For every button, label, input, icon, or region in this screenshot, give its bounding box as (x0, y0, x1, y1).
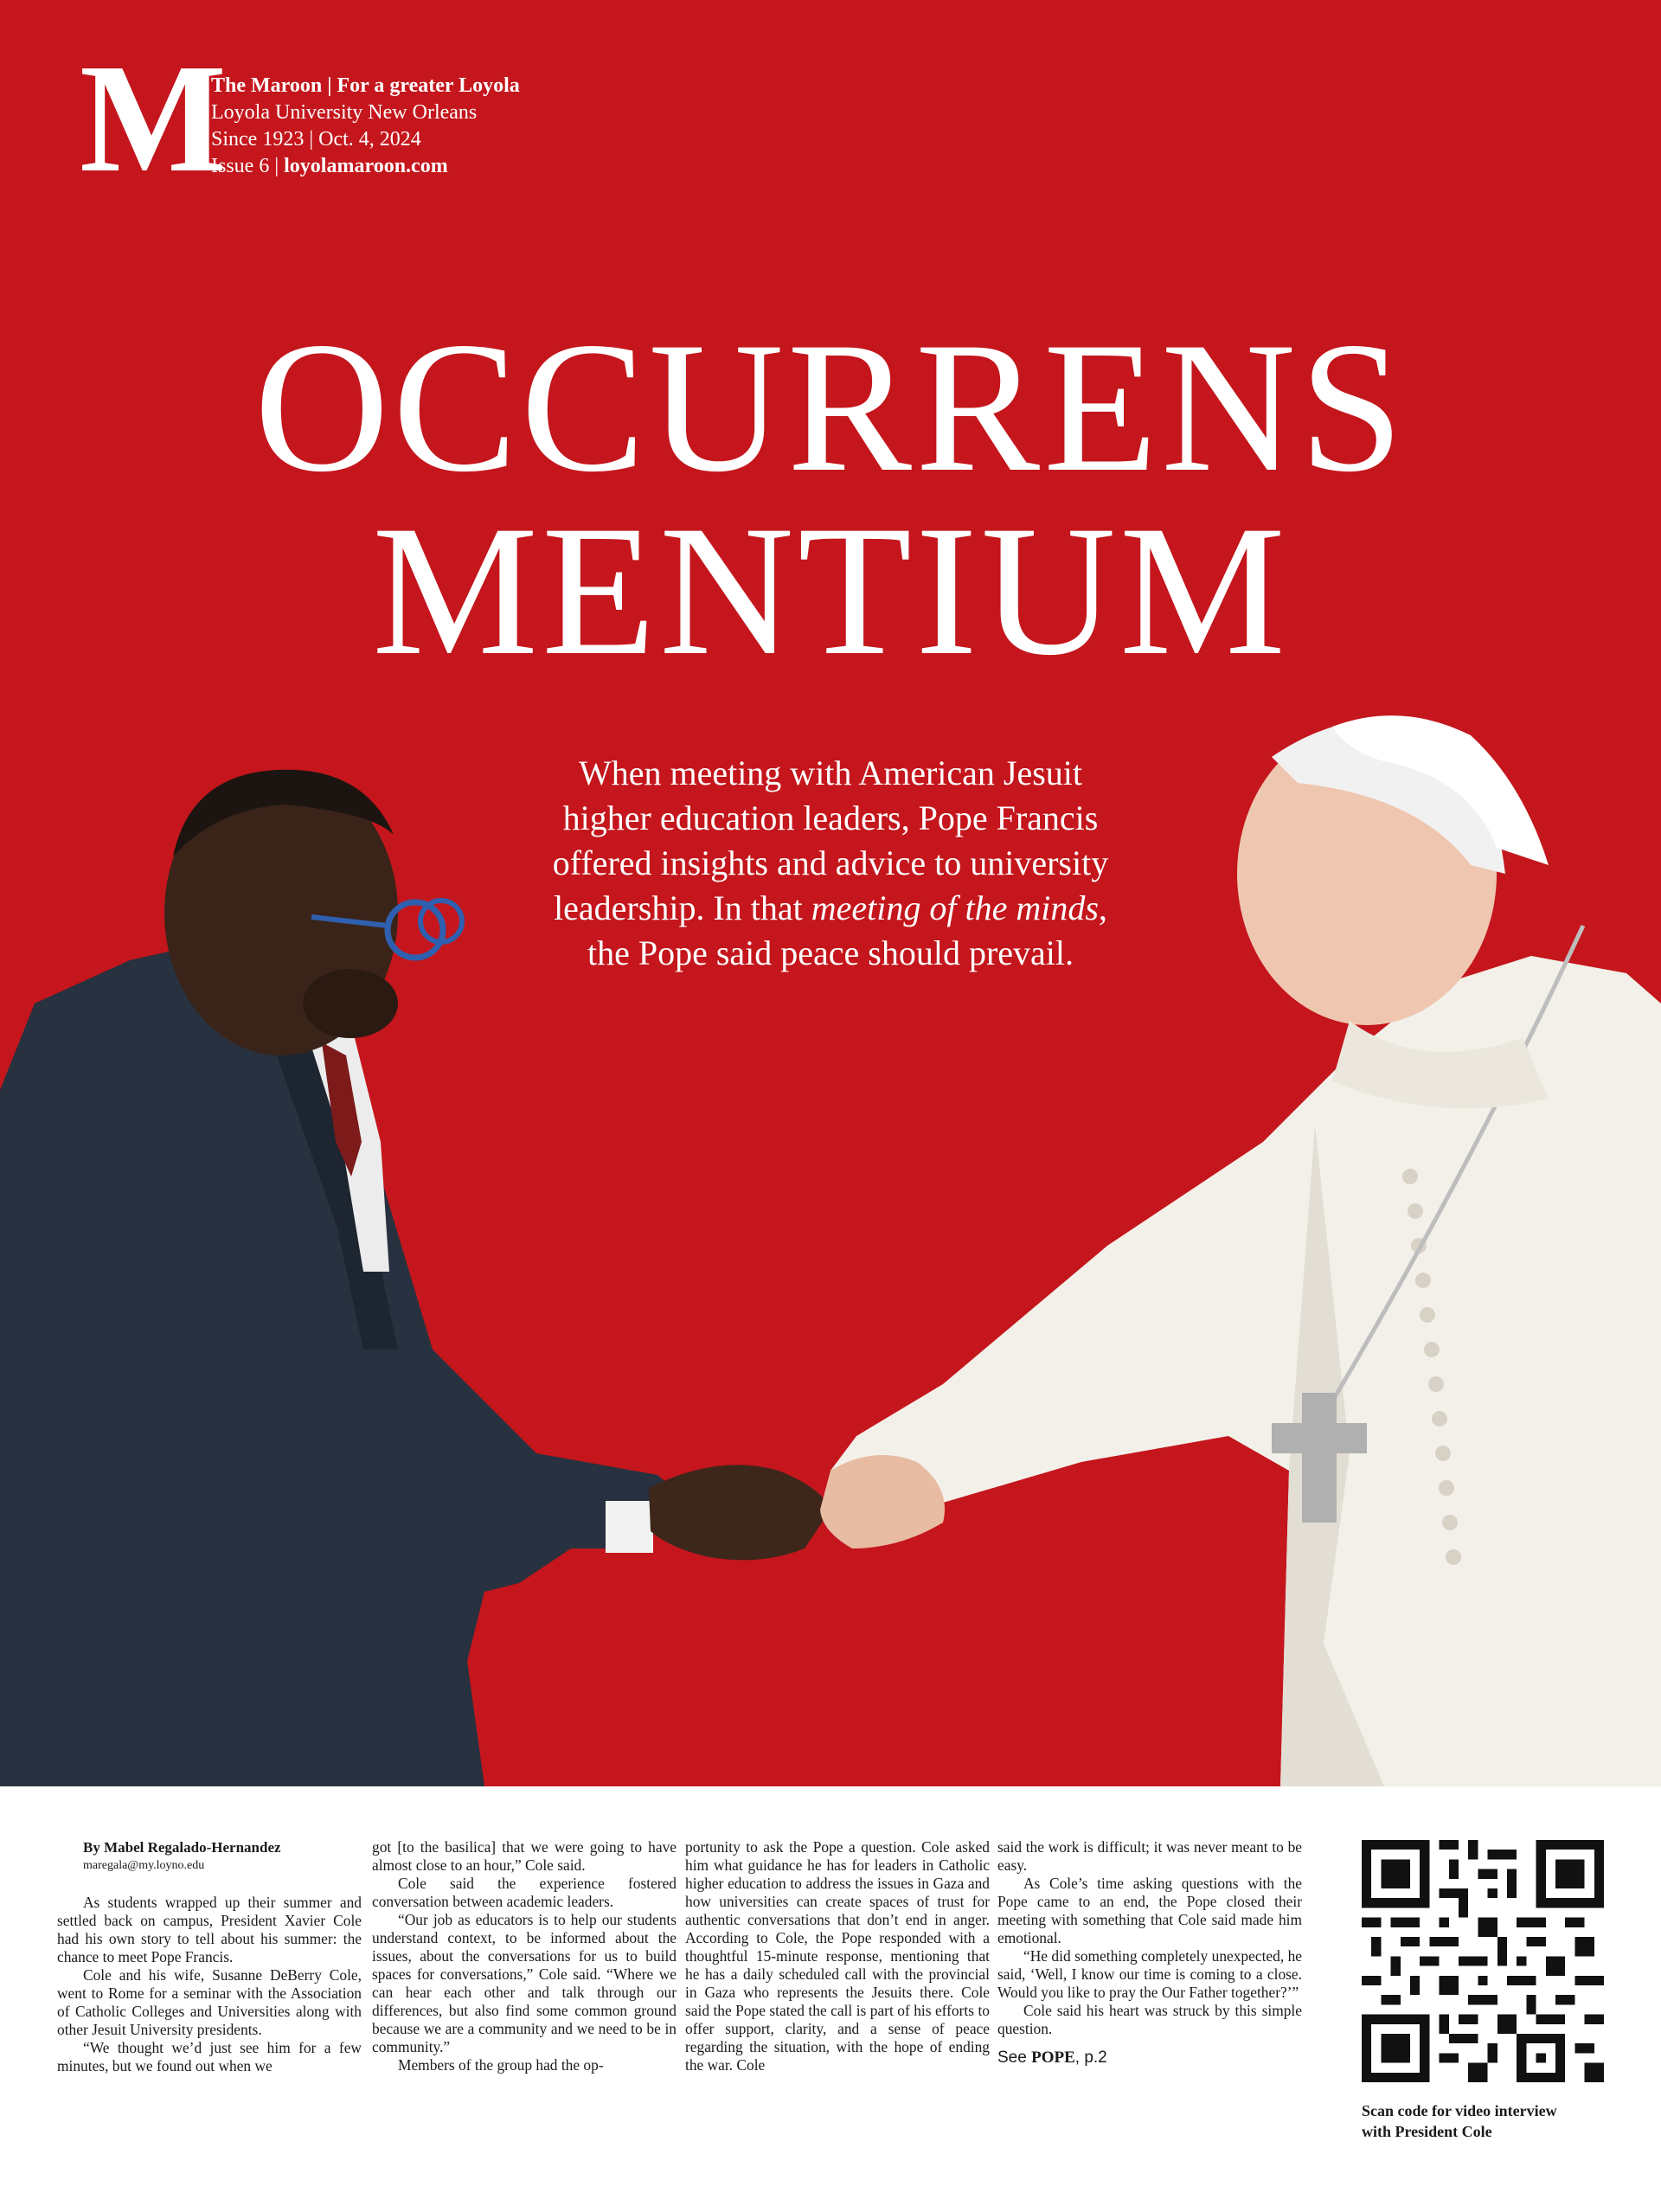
dek-text-end: , the Pope said peace should prevail. (587, 888, 1107, 972)
article-column-3 (685, 1838, 990, 2074)
paragraph: got [to the basilica] that we were going to have almost close to an hour,” Cole said. (372, 1838, 677, 1874)
masthead-university: Loyola University New Orleans (211, 101, 478, 124)
paragraph: As Cole’s time asking questions with the Pope came to an end, the Pope closed their meeting with something that Cole said made him emotional. (997, 1875, 1302, 1946)
paragraph: “He did something completely unexpected, he said, ‘Well, I know our time is coming to a close. Would you like to pray the Our Father together?’” (997, 1947, 1302, 2001)
masthead-since: Since 1923 (211, 128, 305, 151)
maroon-logo: M (80, 32, 227, 204)
paragraph: Members of the group had the op- (398, 2056, 604, 2074)
paragraph: As students wrapped up their summer and settled back on campus, President Xavier Cole had his own story to tell about his summer: the chance to meet Pope Francis. (57, 1894, 362, 1965)
byline: By Mabel Regalado-Hernandez (83, 1839, 281, 1856)
jump-line[interactable]: See POPE, p.2 (997, 2049, 1107, 2067)
masthead-url-link[interactable]: loyolamaroon.com (284, 155, 448, 177)
article-column-1 (57, 1838, 362, 2075)
dek-text-start: When meeting with American Jesuit higher education leaders, Pope Francis offered insights and advice to university leadership. In that (552, 753, 1109, 927)
headline-dek (536, 751, 1125, 976)
article-column-4 (997, 1838, 1302, 2038)
qr-caption: Scan code for video interview with President Cole (1362, 2102, 1557, 2140)
masthead-date: Oct. 4, 2024 (318, 128, 421, 151)
paragraph: portunity to ask the Pope a question. Cole asked him what guidance he has for leaders in Catholic higher education to address the issues in Gaza and how universities can create spaces of trust for authentic conversations that don’t end in anger. According to Cole, the Pope responded with a thoughtful 15-minute response, mentioning that he has a daily scheduled call with the provincial in Gaza who represents the Jesuits there. Cole said the Pope stated the call is part of his efforts to offer support, clarity, and a sense of peace regarding the situation, with the hope of ending the war. Cole (685, 1838, 990, 2074)
paragraph: “Our job as educators is to help our students understand context, to be informed about the issues, about the conversations for us to build spaces for conversations,” Cole said. “Where we can hear each other and talk through our differences, but also find some common ground because we are a community and we need to be in community.” (372, 1911, 677, 2055)
masthead-issue-line: Issue 6 | loyolamaroon.com (211, 155, 448, 177)
paragraph: Cole said his heart was struck by this simple question. (997, 2002, 1302, 2037)
page-headline (0, 304, 1661, 694)
author-email[interactable]: maregala@my.loyno.edu (83, 1859, 205, 1872)
masthead-title: The Maroon | For a greater Loyola (211, 74, 520, 97)
article-column-2 (372, 1838, 677, 2074)
headline-line-2: MENTIUM (372, 487, 1289, 694)
paragraph: Cole and his wife, Susanne DeBerry Cole, went to Rome for a seminar with the Association of Catholic Colleges and Universities along with other Jesuit University presidents. (57, 1966, 362, 2038)
headline-line-1: OCCURRENS (253, 304, 1408, 510)
masthead-info (211, 73, 520, 180)
paragraph: said the work is difficult; it was never meant to be easy. (997, 1838, 1302, 1874)
paragraph: Cole said the experience fostered conversation between academic leaders. (372, 1875, 677, 1910)
qr-code-icon[interactable] (1362, 1840, 1604, 2082)
masthead-issue: Issue 6 (211, 155, 270, 177)
jump-target: POPE (1031, 2049, 1075, 2067)
dek-italic-phrase: meeting of the minds (811, 888, 1099, 927)
paragraph: “We thought we’d just see him for a few minutes, but we found out when we (57, 2039, 362, 2074)
masthead-date-line: Since 1923 | Oct. 4, 2024 (211, 128, 421, 151)
